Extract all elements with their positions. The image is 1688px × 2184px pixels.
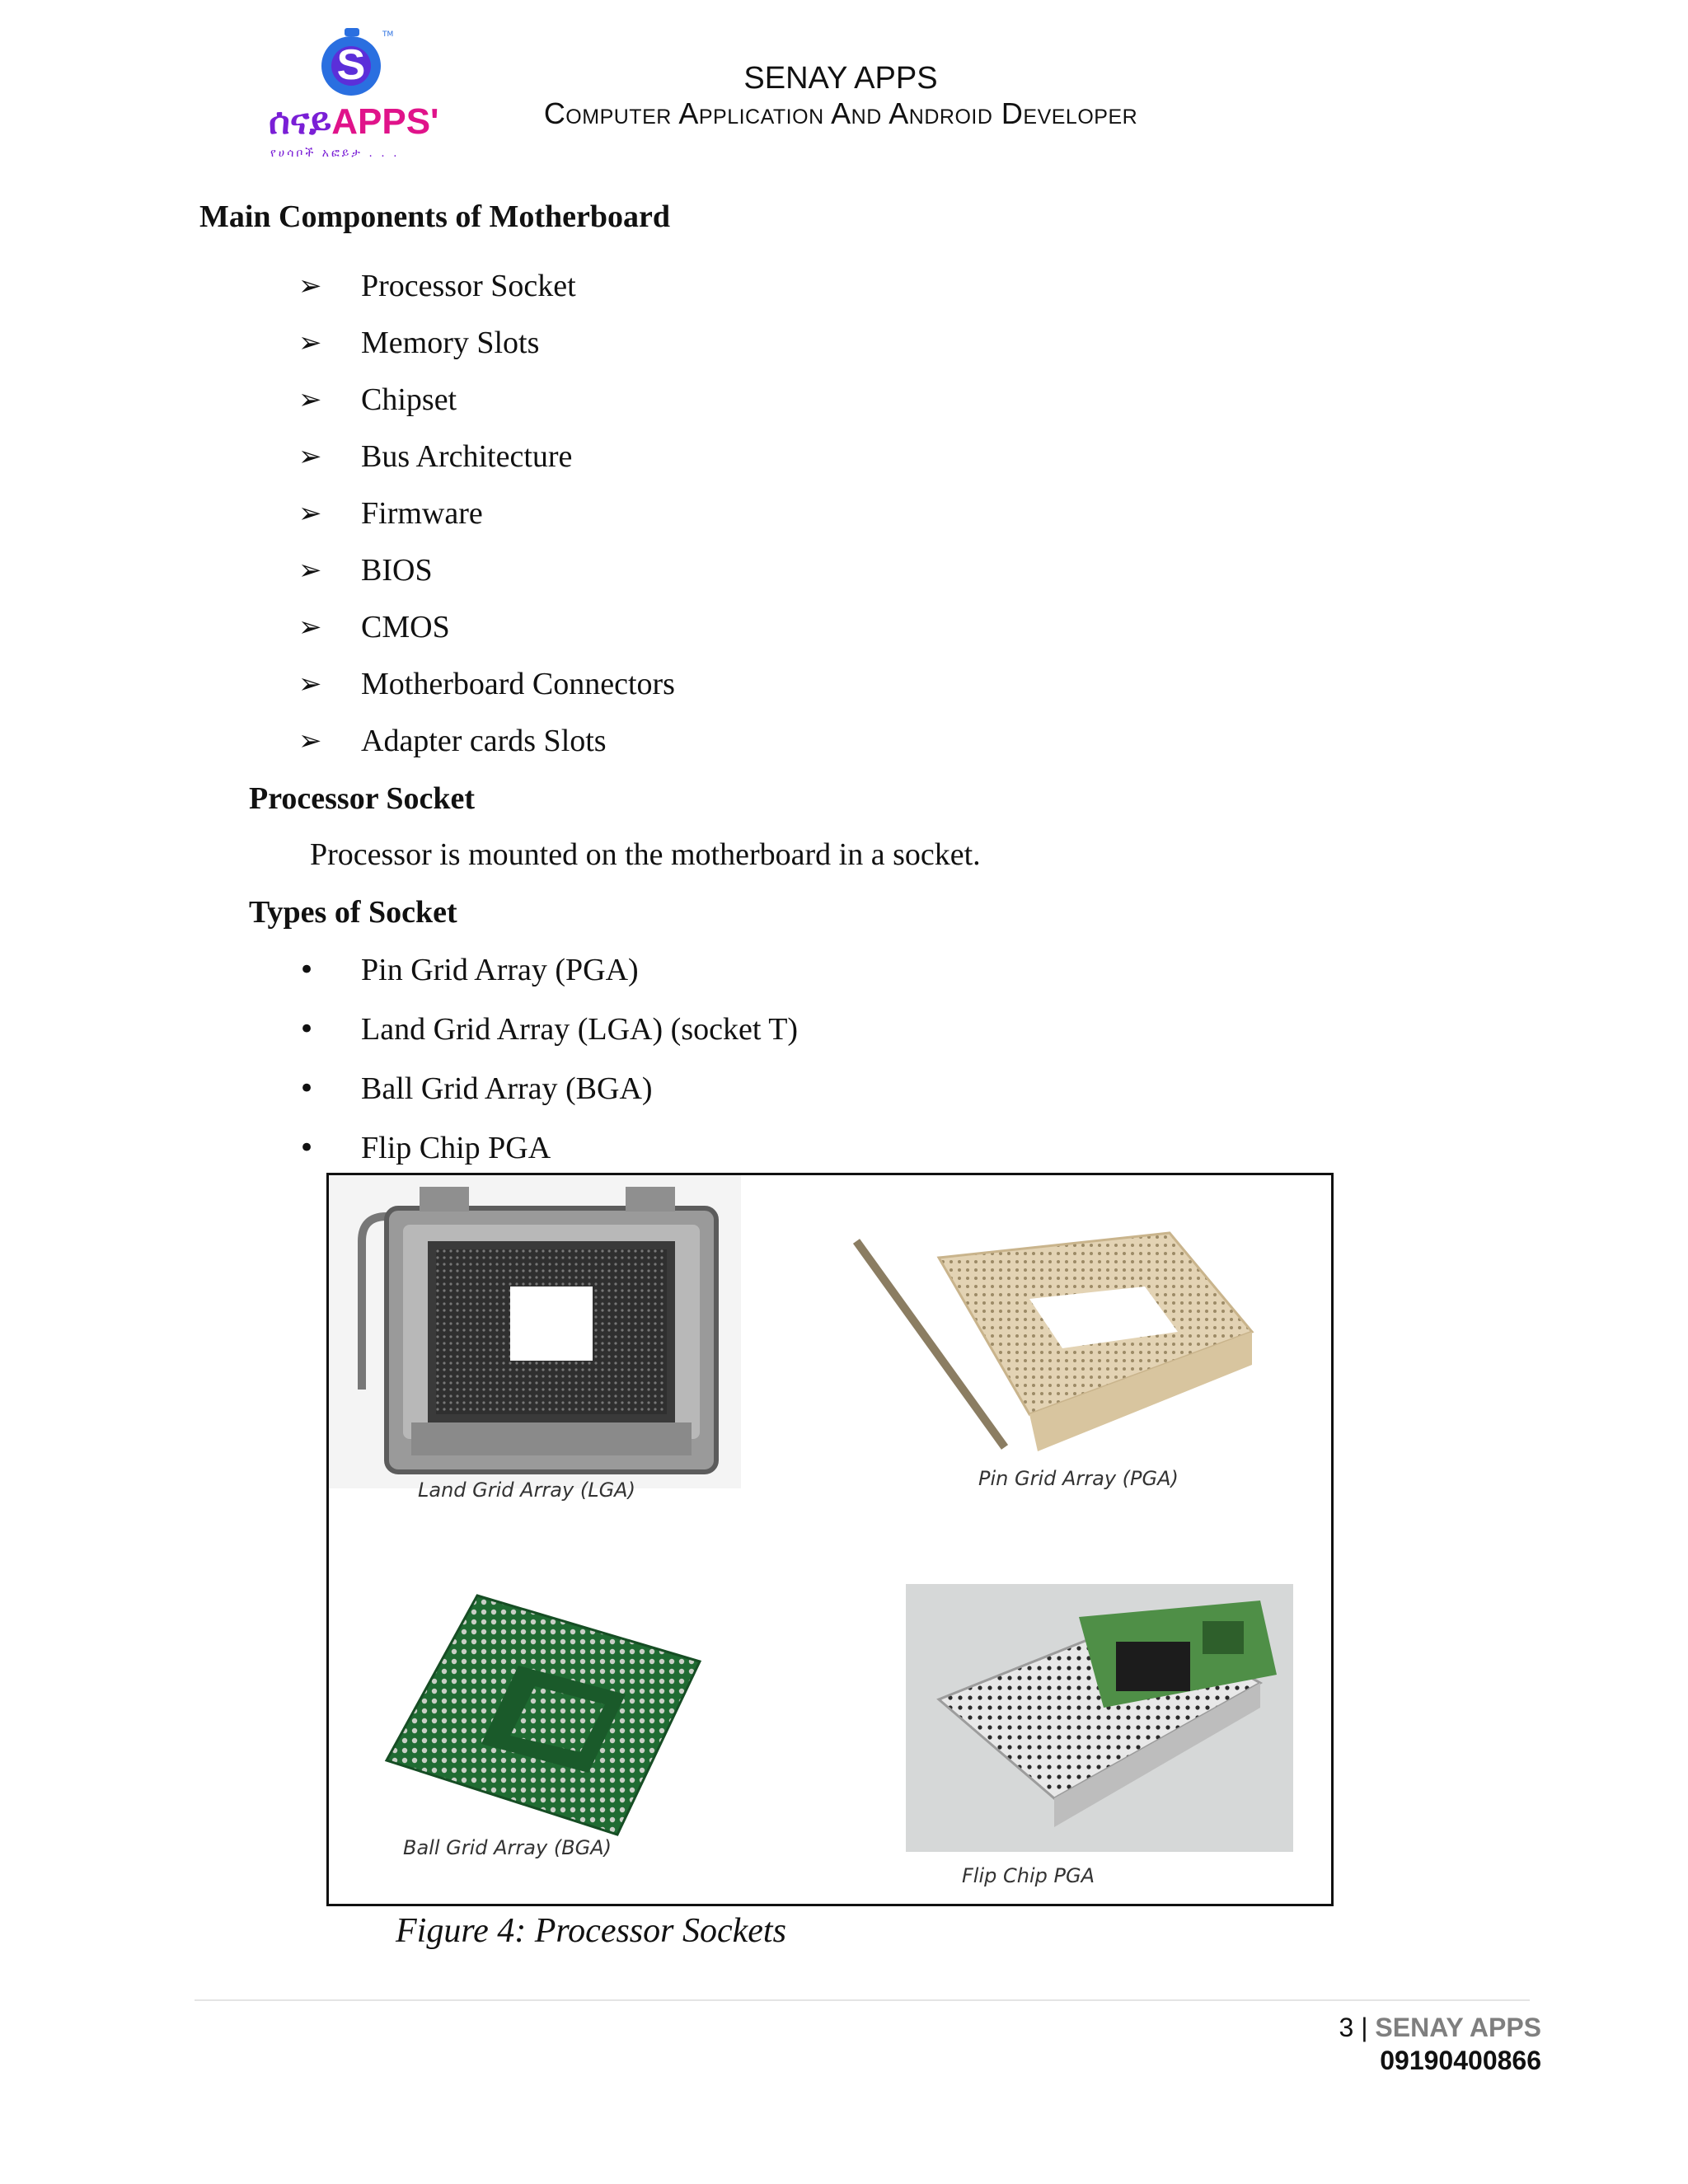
arrow-bullet-icon: ➢ bbox=[298, 326, 322, 359]
bga-label: Ball Grid Array (BGA) bbox=[403, 1836, 612, 1859]
page-number: 3 bbox=[1339, 2013, 1354, 2042]
dot-bullet-icon: • bbox=[298, 1013, 316, 1046]
dot-bullet-icon: • bbox=[298, 1132, 316, 1165]
arrow-bullet-icon: ➢ bbox=[298, 668, 322, 701]
logo-tagline: የሀሳቦች አፎይታ . . . bbox=[270, 147, 400, 160]
pga-label: Pin Grid Array (PGA) bbox=[978, 1467, 1179, 1490]
main-heading: Main Components of Motherboard bbox=[199, 199, 671, 234]
arrow-bullet-icon: ➢ bbox=[298, 497, 322, 530]
arrow-bullet-icon: ➢ bbox=[298, 383, 322, 416]
footer-phone: 09190400866 bbox=[1380, 2046, 1541, 2075]
logo-s-icon bbox=[303, 23, 402, 114]
logo-apps-text: APPS' bbox=[331, 101, 439, 142]
arrow-bullet-icon: ➢ bbox=[298, 724, 322, 757]
dot-bullet-icon: • bbox=[298, 954, 316, 987]
senay-apps-logo bbox=[264, 23, 445, 160]
svg-text:S: S bbox=[336, 41, 366, 89]
processor-socket-text: Processor is mounted on the motherboard in a socket. bbox=[310, 837, 981, 872]
arrow-bullet-icon: ➢ bbox=[298, 269, 322, 302]
figure-caption: Figure 4: Processor Sockets bbox=[396, 1912, 786, 1950]
logo-amharic-text: ሰናይ bbox=[269, 101, 332, 142]
footer-brand: SENAY APPS bbox=[1375, 2013, 1541, 2042]
footer-divider bbox=[195, 1999, 1530, 2001]
flip-chip-pga-image bbox=[906, 1584, 1293, 1852]
processor-sockets-figure bbox=[326, 1173, 1334, 1906]
fcpga-label: Flip Chip PGA bbox=[962, 1864, 1095, 1887]
dot-bullet-icon: • bbox=[298, 1072, 316, 1105]
processor-socket-heading: Processor Socket bbox=[249, 781, 476, 816]
arrow-bullet-icon: ➢ bbox=[298, 611, 322, 644]
svg-text:TM: TM bbox=[382, 30, 394, 39]
bga-chip-image bbox=[370, 1587, 716, 1843]
lga-label: Land Grid Array (LGA) bbox=[418, 1479, 635, 1502]
footer bbox=[1339, 2011, 1541, 2077]
arrow-bullet-icon: ➢ bbox=[298, 554, 322, 587]
lga-socket-image bbox=[329, 1175, 741, 1488]
header-subtitle: Computer Application And Android Developer bbox=[543, 96, 1138, 130]
pga-socket-image bbox=[840, 1208, 1268, 1480]
socket-types-heading: Types of Socket bbox=[249, 895, 457, 930]
arrow-bullet-icon: ➢ bbox=[298, 440, 322, 473]
footer-separator: | bbox=[1361, 2013, 1368, 2042]
header-title: SENAY APPS bbox=[743, 61, 938, 96]
